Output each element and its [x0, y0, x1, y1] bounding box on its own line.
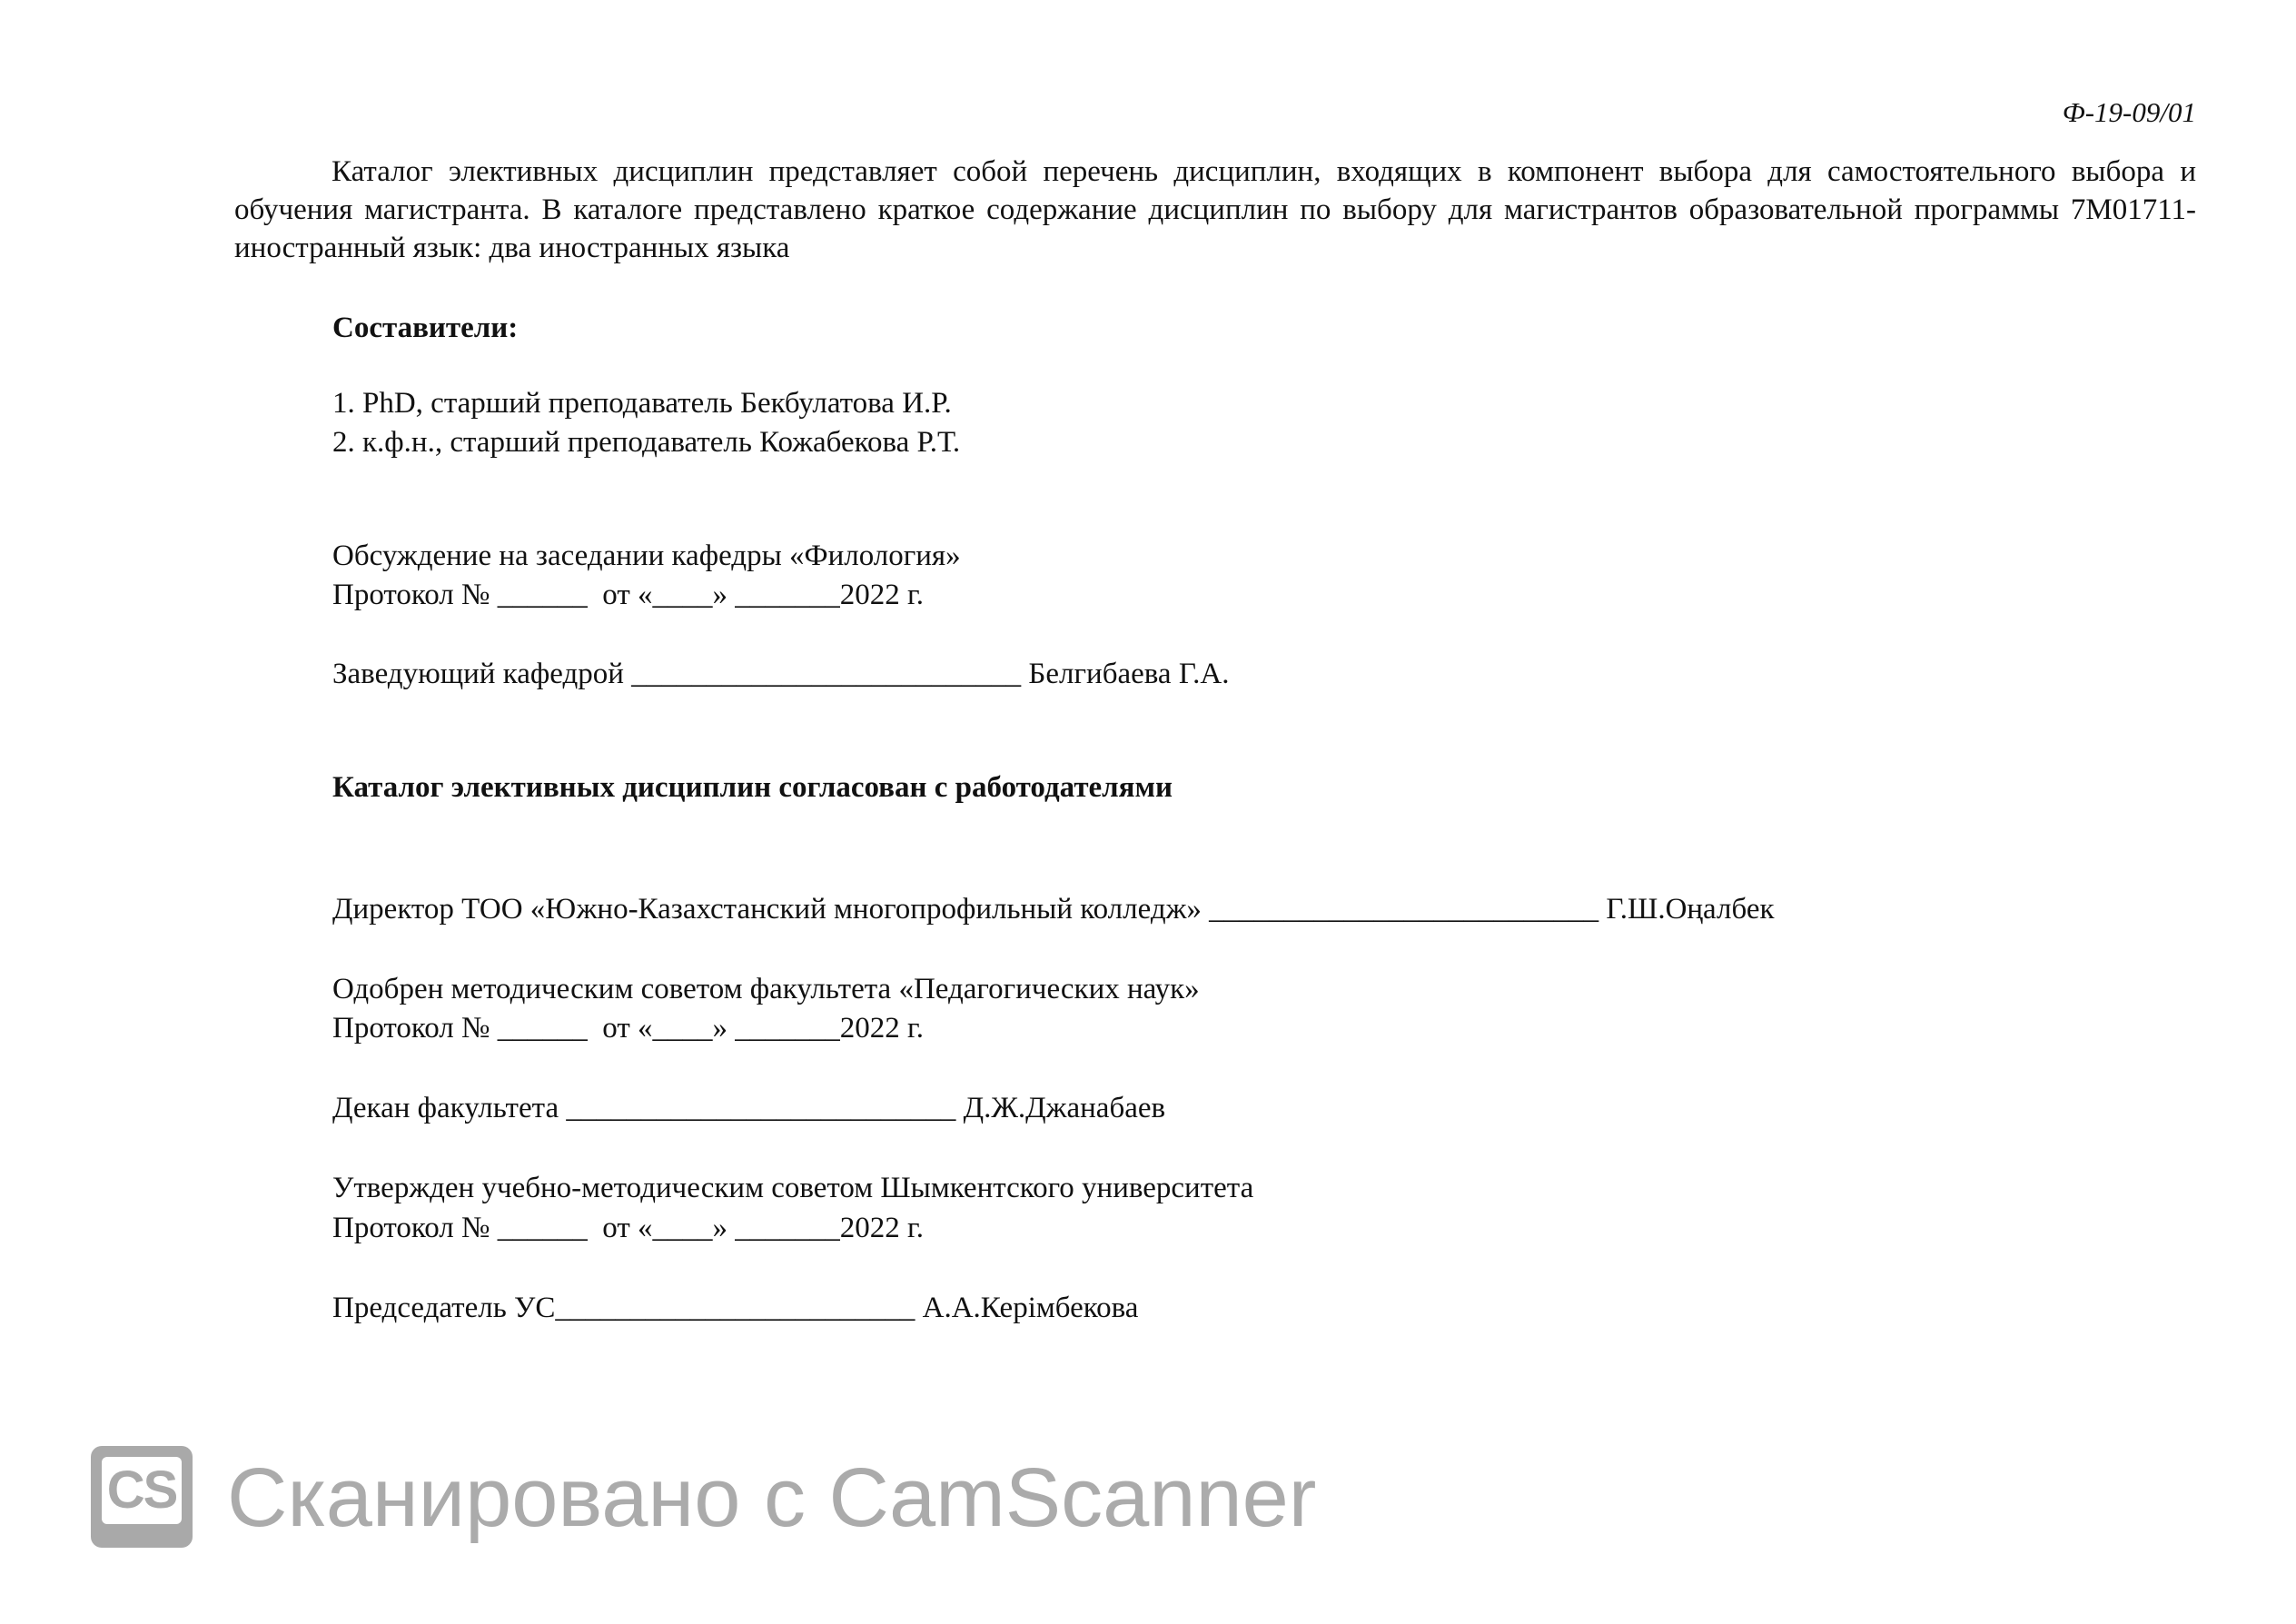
faculty-protocol: Протокол № ______ от «____» _______2022 г.: [332, 1012, 925, 1045]
compiler-item-2: 2. к.ф.н., старший преподаватель Кожабекова Р.Т.: [332, 426, 961, 459]
watermark-text: Сканировано с CamScanner: [227, 1451, 1317, 1544]
department-discussion: Обсуждение на заседании кафедры «Филология»: [332, 540, 961, 572]
camscanner-logo-text: CS: [102, 1457, 182, 1524]
department-protocol: Протокол № ______ от «____» _______2022 г.: [332, 579, 925, 611]
university-protocol: Протокол № ______ от «____» _______2022 г.: [332, 1212, 925, 1244]
faculty-approval: Одобрен методическим советом факультета «Педагогических наук»: [332, 973, 1200, 1005]
form-code: Ф-19-09/01: [2062, 96, 2196, 128]
intro-paragraph: Каталог элективных дисциплин представляет собой перечень дисциплин, входящих в компонент выбора для самостоятельного выбора и обучения магистранта. В каталоге представлено краткое содержание дисциплин по выбору для магистрантов образовательной программы 7М01711-иностранный язык: два иностранных языка: [234, 155, 2196, 264]
camscanner-logo-icon: [91, 1446, 193, 1548]
dean-signature: Декан факультета __________________________ Д.Ж.Джанабаев: [332, 1092, 1166, 1124]
compilers-heading: Составители:: [332, 312, 519, 344]
department-head-signature: Заведующий кафедрой __________________________ Белгибаева Г.А.: [332, 658, 1230, 690]
chair-signature: Председатель УС________________________ А.А.Керімбекова: [332, 1292, 1139, 1324]
university-approval: Утвержден учебно-методическим советом Шымкентского университета: [332, 1172, 1254, 1204]
compiler-item-1: 1. PhD, старший преподаватель Бекбулатова И.Р.: [332, 387, 952, 420]
director-signature: Директор ТОО «Южно-Казахстанский многопрофильный колледж» __________________________ Г.Ш.Оңалбек: [332, 893, 1775, 926]
employers-heading: Каталог элективных дисциплин согласован с работодателями: [332, 771, 1173, 804]
